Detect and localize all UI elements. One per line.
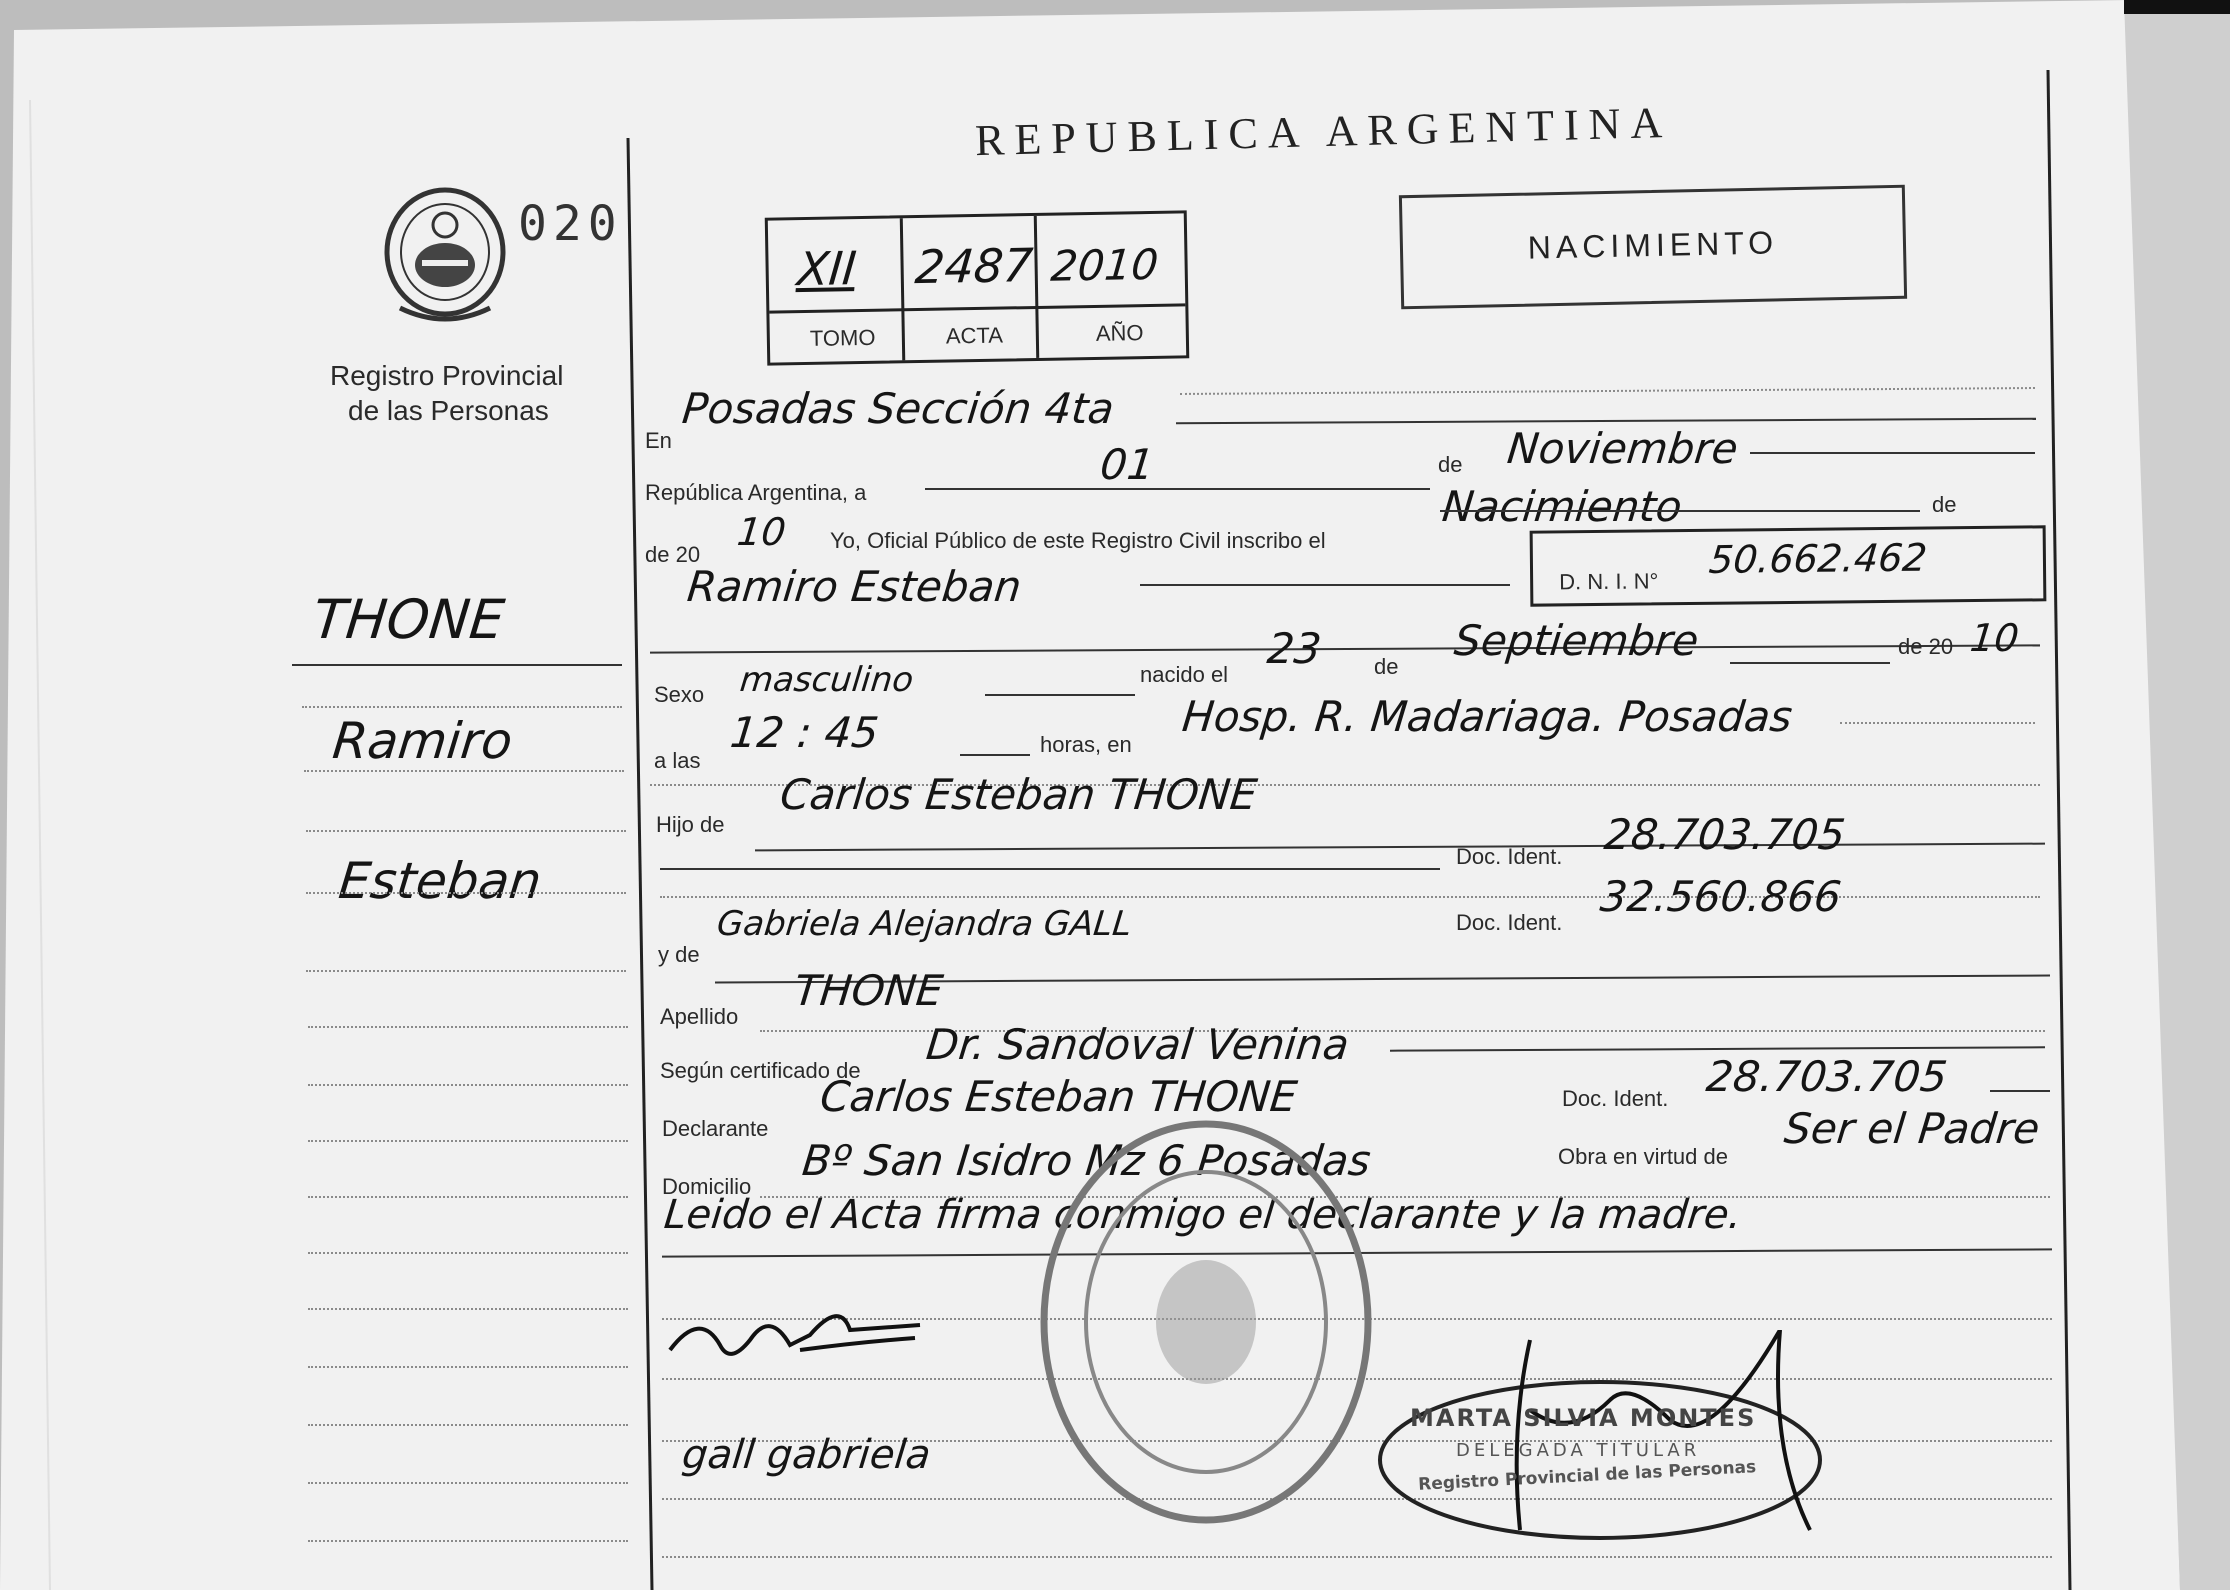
label-de-20: de 20	[645, 542, 701, 567]
tomo-label: TOMO	[809, 324, 876, 351]
margin-surname: THONE	[310, 588, 508, 651]
label-de-2: de	[1932, 492, 1957, 517]
acta-value: 2487	[913, 237, 1035, 295]
value-inscripcion: Nacimiento	[1440, 482, 1685, 531]
value-mes: Noviembre	[1505, 424, 1741, 473]
value-apellido: THONE	[792, 966, 946, 1015]
label-nacido: nacido el	[1140, 662, 1229, 687]
registry-name-line2: de las Personas	[348, 395, 549, 426]
document-type: NACIMIENTO	[1527, 224, 1779, 266]
value-anio-suffix: 10	[735, 510, 788, 554]
label-y-de: y de	[658, 942, 700, 967]
official-round-stamp-icon	[1036, 1112, 1376, 1537]
acta-label: ACTA	[945, 322, 1004, 349]
anio-label: AÑO	[1095, 320, 1144, 346]
value-sexo: masculino	[738, 660, 916, 700]
value-declarante: Carlos Esteban THONE	[818, 1072, 1300, 1121]
label-apellido: Apellido	[660, 1004, 739, 1029]
label-alas: a las	[654, 748, 701, 773]
value-nac-dia: 23	[1265, 624, 1324, 673]
anio-value: 2010	[1049, 239, 1161, 291]
value-nombre: Ramiro Esteban	[685, 562, 1024, 611]
value-certificado: Dr. Sandoval Venina	[924, 1020, 1352, 1069]
label-declarante-doc: Doc. Ident.	[1562, 1086, 1669, 1111]
official-name: MARTA SILVIA MONTES	[1410, 1404, 1757, 1432]
value-madre-doc: 32.560.866	[1598, 872, 1844, 921]
label-de-1: de	[1438, 452, 1463, 477]
label-padre-doc: Doc. Ident.	[1456, 844, 1563, 869]
margin-first-name: Ramiro	[330, 712, 516, 770]
value-nac-anio-suffix: 10	[1968, 616, 2021, 660]
official-office: Registro Provincial de las Personas	[1417, 1457, 1757, 1495]
tomo-value: XII	[795, 241, 859, 297]
value-domicilio: Bº San Isidro Mz 6 Posadas	[800, 1136, 1374, 1185]
value-lugar-nac: Hosp. R. Madariaga. Posadas	[1180, 692, 1795, 741]
document-type-box	[1399, 185, 1907, 310]
label-hijo: Hijo de	[656, 812, 725, 837]
label-segun: Según certificado de	[660, 1058, 861, 1083]
registry-name-line1: Registro Provincial	[330, 360, 564, 391]
label-sexo: Sexo	[654, 682, 705, 707]
label-yo: Yo, Oficial Público de este Registro Civil inscribo el	[830, 528, 1326, 553]
value-dia: 01	[1098, 440, 1157, 489]
label-declarante: Declarante	[662, 1116, 769, 1141]
value-nac-mes: Septiembre	[1452, 616, 1701, 665]
label-de-3: de	[1374, 654, 1399, 679]
value-lectura: Leido el Acta firma conmigo el declarante y la madre.	[662, 1192, 1744, 1238]
folio-number: 020	[518, 196, 623, 252]
country-title: REPUBLICA ARGENTINA	[974, 97, 1673, 166]
value-padre-doc: 28.703.705	[1602, 810, 1848, 859]
dni-box	[1530, 525, 2047, 606]
label-domicilio: Domicilio	[662, 1174, 752, 1199]
value-declarante-doc: 28.703.705	[1704, 1052, 1950, 1101]
value-madre: Gabriela Alejandra GALL	[715, 904, 1134, 944]
misiones-seal-icon	[370, 180, 520, 345]
label-dni: D. N. I. N°	[1559, 568, 1659, 595]
label-en: En	[645, 428, 672, 453]
margin-second-name: Esteban	[336, 852, 545, 910]
label-republica: República Argentina, a	[645, 480, 867, 505]
record-index-table	[765, 210, 1190, 365]
label-madre-doc: Doc. Ident.	[1456, 910, 1563, 935]
label-horas: horas, en	[1040, 732, 1132, 757]
mother-signature: gall gabriela	[680, 1432, 933, 1478]
official-title: DELEGADA TITULAR	[1456, 1440, 1701, 1461]
label-de-20-end: de 20	[1898, 634, 1954, 659]
declarant-signature-icon	[660, 1290, 940, 1385]
value-lugar: Posadas Sección 4ta	[680, 384, 1117, 433]
value-hora: 12 : 45	[728, 708, 881, 757]
value-padre: Carlos Esteban THONE	[778, 770, 1260, 819]
value-dni: 50.662.462	[1707, 535, 1929, 582]
value-obra: Ser el Padre	[1782, 1104, 2042, 1153]
label-obra: Obra en virtud de	[1558, 1144, 1728, 1169]
